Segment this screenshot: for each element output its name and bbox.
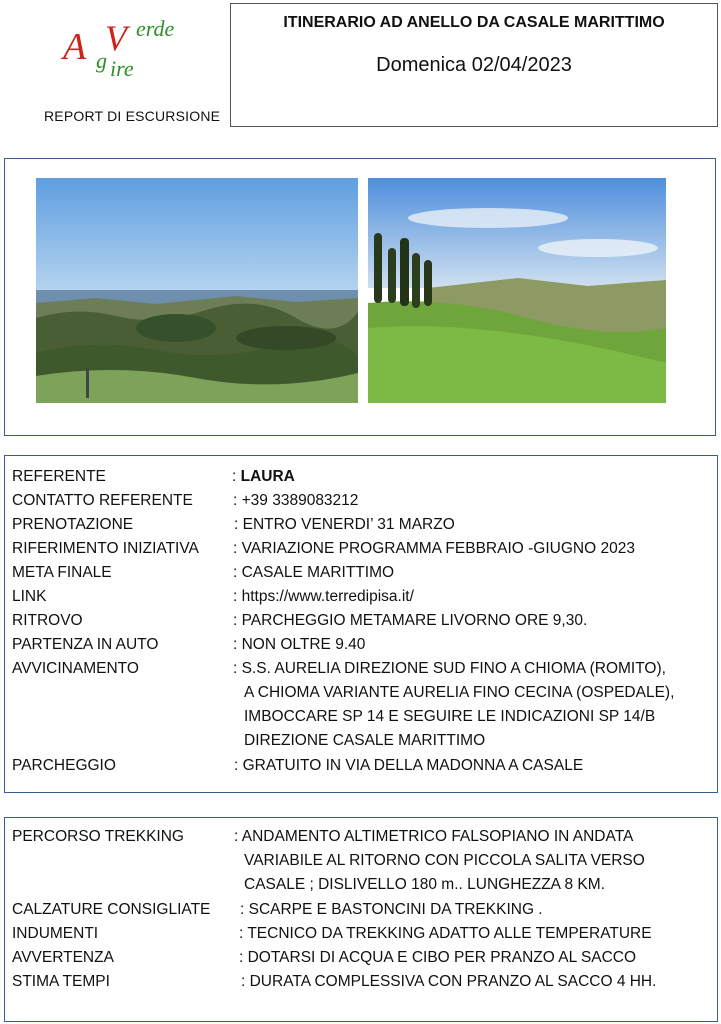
photo-box [4, 158, 716, 436]
detail-label: PRENOTAZIONE [12, 516, 134, 533]
trek-value: : DOTARSI DI ACQUA E CIBO PER PRANZO AL SACCO [239, 949, 637, 966]
detail-value: : S.S. AURELIA DIREZIONE SUD FINO A CHIOMA (ROMITO), [233, 660, 666, 677]
detail-label: META FINALE [12, 564, 112, 581]
report-label: REPORT DI ESCURSIONE [44, 108, 221, 124]
page-title: ITINERARIO AD ANELLO DA CASALE MARITTIMO [283, 14, 665, 31]
detail-value: : GRATUITO IN VIA DELLA MADONNA A CASALE [234, 757, 584, 774]
logo-letter-g: g [96, 48, 107, 73]
detail-label: RIFERIMENTO INIZIATIVA [12, 540, 199, 557]
detail-value: : ENTRO VENERDI’ 31 MARZO [234, 516, 455, 533]
referente-name: LAURA [240, 468, 295, 485]
detail-value: : +39 3389083212 [233, 492, 359, 509]
logo-letter-v: V [105, 18, 127, 58]
page-date: Domenica 02/04/2023 [376, 54, 572, 76]
trek-label: INDUMENTI [12, 925, 99, 942]
trek-value: : ANDAMENTO ALTIMETRICO FALSOPIANO IN ANDATA [234, 828, 634, 845]
photo-hills-sea [36, 178, 358, 403]
percorso-continuation: VARIABILE AL RITORNO CON PICCOLA SALITA VERSO [244, 852, 645, 869]
detail-value: : PARCHEGGIO METAMARE LIVORNO ORE 9,30. [233, 612, 588, 629]
photo-cypress-meadow [368, 178, 666, 403]
agire-verde-logo [50, 10, 210, 90]
detail-label: LINK [12, 588, 47, 605]
avvicinamento-continuation: IMBOCCARE SP 14 E SEGUIRE LE INDICAZIONI SP 14/B [244, 708, 656, 725]
logo-ire: ire [110, 56, 134, 81]
trek-label: CALZATURE CONSIGLIATE [12, 901, 211, 918]
title-box [230, 3, 718, 127]
detail-value: : LAURA [232, 468, 295, 485]
detail-label: PARCHEGGIO [12, 757, 116, 774]
logo-erde: erde [136, 16, 175, 41]
detail-label: AVVICINAMENTO [12, 660, 139, 677]
trek-value: : TECNICO DA TREKKING ADATTO ALLE TEMPERATURE [239, 925, 652, 942]
logo-letter-a: A [63, 26, 87, 68]
detail-label: RITROVO [12, 612, 83, 629]
trek-value: : DURATA COMPLESSIVA CON PRANZO AL SACCO 4 HH. [241, 973, 657, 990]
detail-value: : VARIAZIONE PROGRAMMA FEBBRAIO -GIUGNO 2023 [233, 540, 635, 557]
detail-label: PARTENZA IN AUTO [12, 636, 159, 653]
detail-value: : CASALE MARITTIMO [233, 564, 395, 581]
trek-label: AVVERTENZA [12, 949, 114, 966]
trekking-box [4, 817, 718, 1022]
detail-value: : NON OLTRE 9.40 [233, 636, 366, 653]
trek-label: PERCORSO TREKKING [12, 828, 184, 845]
avvicinamento-continuation: DIREZIONE CASALE MARITTIMO [244, 732, 486, 749]
trek-label: STIMA TEMPI [12, 973, 110, 990]
avvicinamento-continuation: A CHIOMA VARIANTE AURELIA FINO CECINA (OSPEDALE), [244, 684, 675, 701]
trek-value: : SCARPE E BASTONCINI DA TREKKING . [240, 901, 543, 918]
detail-label: CONTATTO REFERENTE [12, 492, 193, 509]
percorso-continuation: CASALE ; DISLIVELLO 180 m.. LUNGHEZZA 8 KM. [244, 876, 605, 893]
detail-label: REFERENTE [12, 468, 106, 485]
detail-value: : https://www.terredipisa.it/ [233, 588, 414, 605]
